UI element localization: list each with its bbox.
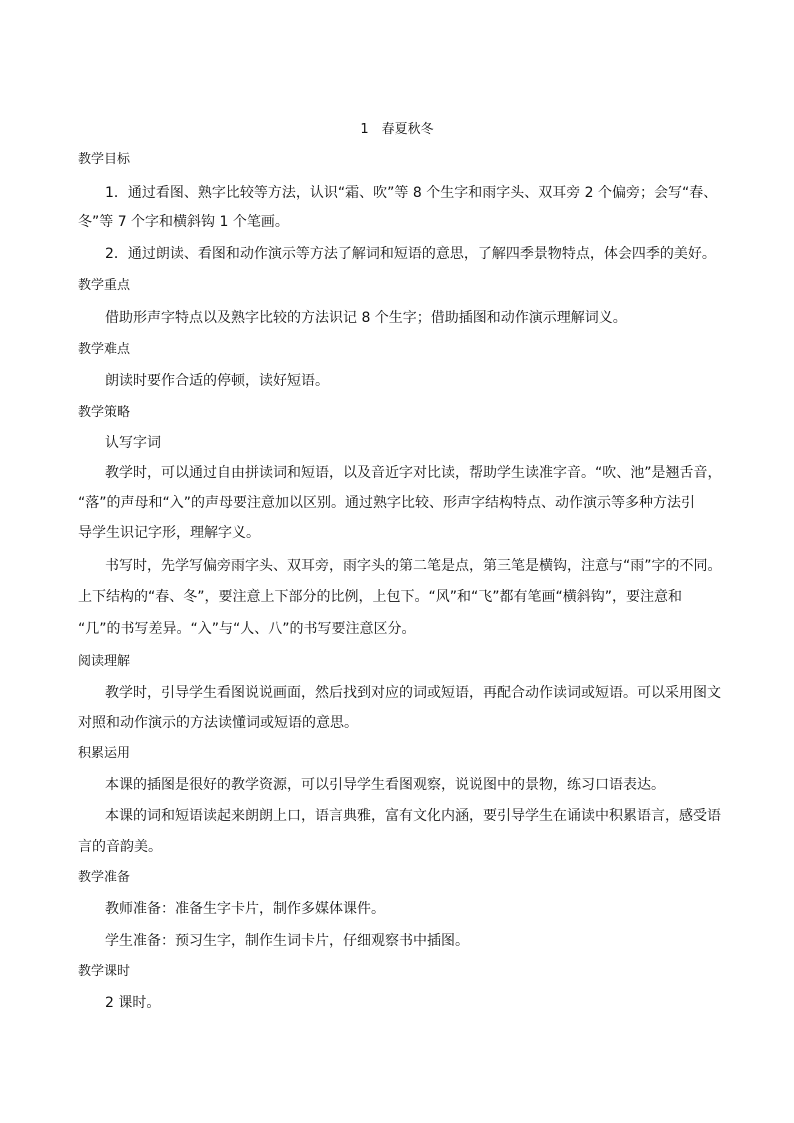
accumulation-para-1: 本课的插图是很好的教学资源，可以引导学生看图观察，说说图中的景物，练习口语表达。 bbox=[105, 777, 665, 793]
heading-strategies: 教学策略 bbox=[78, 405, 131, 420]
strategy-para-2-line-3: “几”的书写差异。“入”与“人、八”的书写要注意区分。 bbox=[78, 621, 416, 637]
heading-reading: 阅读理解 bbox=[78, 654, 131, 669]
difficulties-text: 朗读时要作合适的停顿，读好短语。 bbox=[105, 373, 329, 389]
teacher-preparation: 教师准备：准备生字卡片，制作多媒体课件。 bbox=[105, 901, 385, 917]
accumulation-para-2-line-1: 本课的词和短语读起来朗朗上口，语言典雅，富有文化内涵，要引导学生在诵读中积累语言，感受语 bbox=[105, 808, 721, 824]
goal-1-line-1: 1．通过看图、熟字比较等方法，认识“霜、吹”等 8 个生字和雨字头、双耳旁 2 个偏旁；会写“春、 bbox=[105, 185, 718, 201]
reading-line-2: 对照和动作演示的方法读懂词或短语的意思。 bbox=[78, 715, 358, 731]
goal-2-line: 2．通过朗读、看图和动作演示等方法了解词和短语的意思，了解四季景物特点，体会四季的美好。 bbox=[105, 246, 716, 262]
goal-1-line-2: 冬”等 7 个字和横斜钩 1 个笔画。 bbox=[78, 214, 289, 230]
heading-class-hours: 教学课时 bbox=[78, 964, 131, 979]
strategy-para-1-line-2: “落”的声母和“入”的声母要注意加以区别。通过熟字比较、形声字结构特点、动作演示等多种方法引 bbox=[78, 495, 696, 511]
heading-preparation: 教学准备 bbox=[78, 870, 131, 885]
reading-line-1: 教学时，引导学生看图说说画面，然后找到对应的词或短语，再配合动作读词或短语。可以采用图文 bbox=[105, 685, 721, 701]
heading-teaching-goals: 教学目标 bbox=[78, 152, 131, 167]
heading-difficulties: 教学难点 bbox=[78, 342, 131, 357]
strategy-para-1-line-1: 教学时，可以通过自由拼读词和短语，以及音近字对比读，帮助学生读准字音。“吹、池”是翘舌音， bbox=[105, 465, 722, 481]
strategy-para-2-line-1: 书写时，先学写偏旁雨字头、双耳旁，雨字头的第二笔是点，第三笔是横钩，注意与“雨”字的不同。 bbox=[105, 558, 722, 574]
document-title: 1 春夏秋冬 bbox=[360, 122, 434, 137]
accumulation-para-2-line-2: 言的音韵美。 bbox=[78, 839, 162, 855]
strategy-para-1-line-3: 导学生识记字形，理解字义。 bbox=[78, 525, 260, 541]
key-points-text: 借助形声字特点以及熟字比较的方法识记 8 个生字；借助插图和动作演示理解词义。 bbox=[105, 310, 627, 326]
strategy-para-2-line-2: 上下结构的“春、冬”，要注意上下部分的比例，上包下。“风”和“飞”都有笔画“横斜钩”，要注意和 bbox=[78, 589, 683, 605]
heading-key-points: 教学重点 bbox=[78, 278, 131, 293]
class-hours-text: 2 课时。 bbox=[105, 995, 161, 1011]
student-preparation: 学生准备：预习生字，制作生词卡片，仔细观察书中插图。 bbox=[105, 933, 469, 949]
subheading-recognize-write: 认写字词 bbox=[105, 435, 161, 451]
heading-accumulation: 积累运用 bbox=[78, 746, 131, 761]
